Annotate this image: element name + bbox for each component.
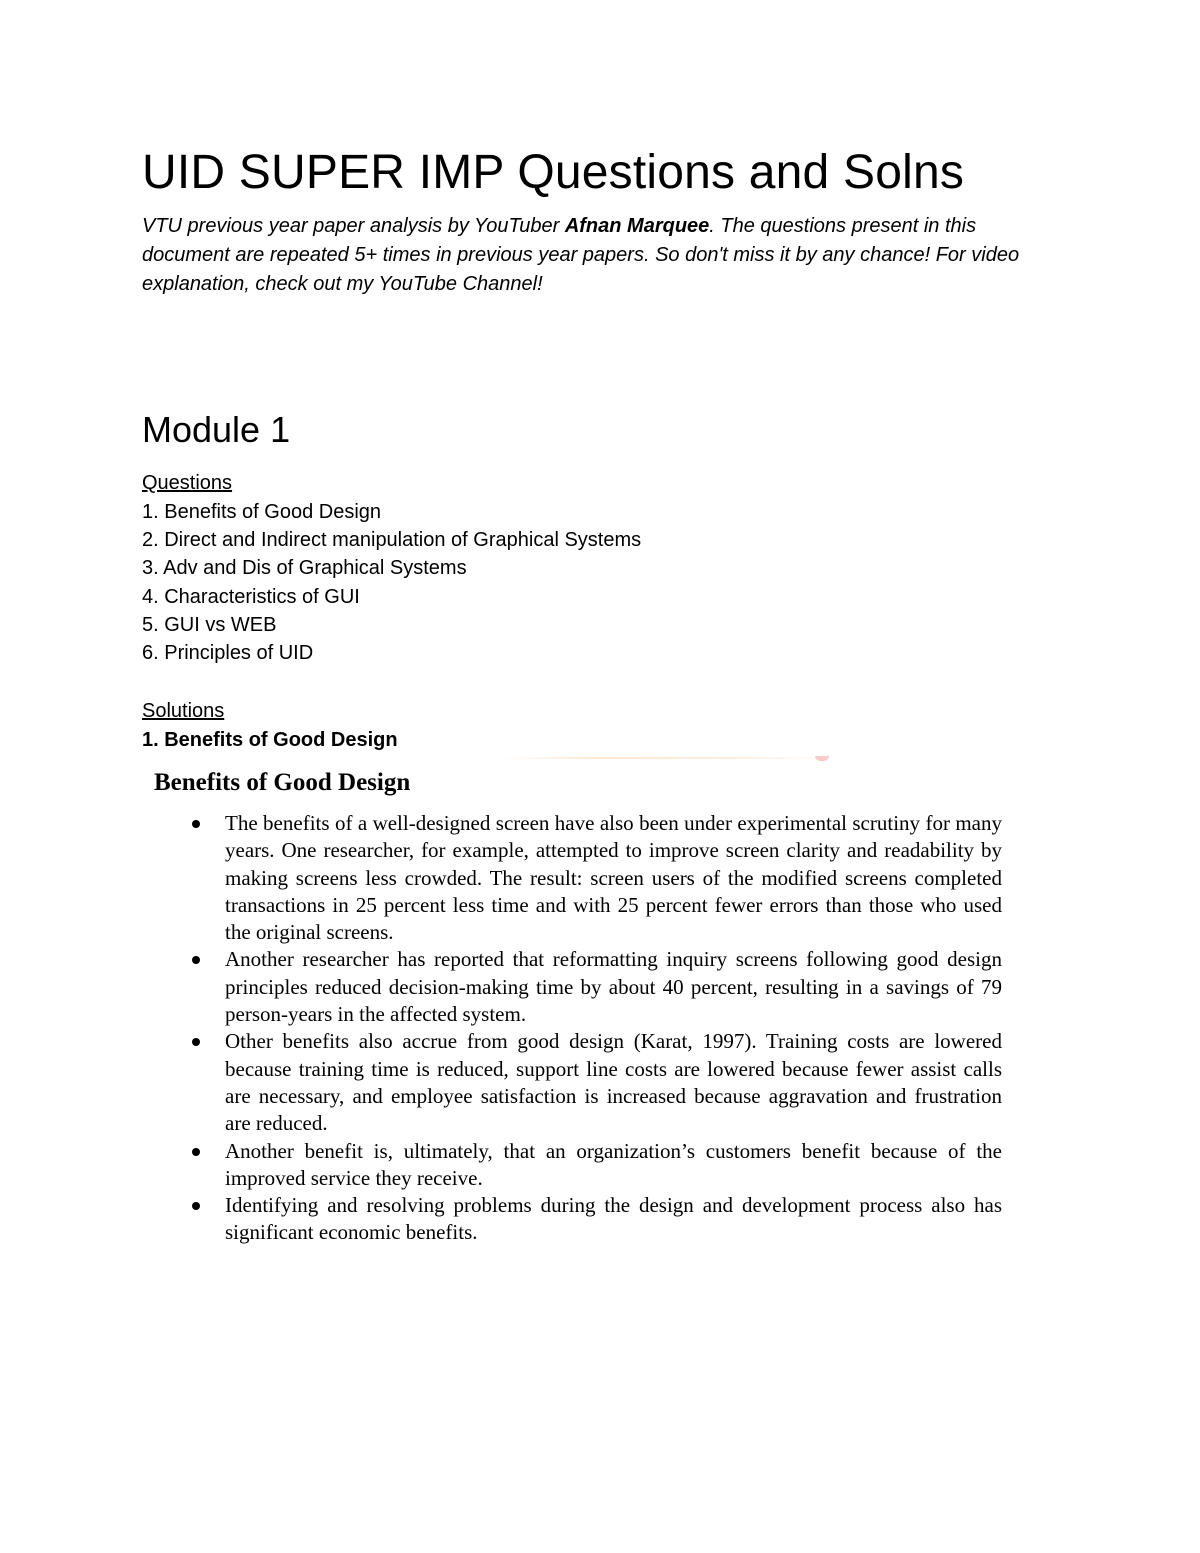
benefit-bullet bbox=[150, 1138, 1002, 1193]
bullet-text: Another benefit is, ultimately, that an organization’s customers benefit because of the improved service they receive. bbox=[225, 1138, 1002, 1190]
question-item: 4. Characteristics of GUI bbox=[142, 585, 360, 608]
intro-paragraph bbox=[142, 212, 1057, 299]
bullet-text: Another researcher has reported that reformatting inquiry screens following good design principles reduced decision-making time by about 40 percent, resulting in a savings of 79 person-years in the affected system. bbox=[225, 947, 1002, 1027]
intro-prefix: VTU previous year paper analysis by YouTuber bbox=[142, 215, 565, 237]
excerpt-title: Benefits of Good Design bbox=[154, 769, 411, 796]
question-item: 1. Benefits of Good Design bbox=[142, 501, 382, 523]
page-title: UID SUPER IMP Questions and Solns bbox=[142, 146, 965, 199]
intro-suffix: . The questions present in this document are repeated 5+ times in previous year papers. So don't miss it by any chance! For video explanation, check out my YouTube Channel! bbox=[142, 215, 1020, 295]
questions-list bbox=[142, 498, 641, 667]
bullet-dot-icon bbox=[192, 1202, 200, 1210]
bullet-text: Identifying and resolving problems during the design and development process also has significant economic benefits. bbox=[225, 1193, 1002, 1245]
question-item: 5. GUI vs WEB bbox=[142, 613, 277, 636]
question-item: 3. Adv and Dis of Graphical Systems bbox=[142, 557, 467, 580]
bullet-dot-icon bbox=[192, 956, 200, 964]
benefit-bullet bbox=[150, 946, 1002, 1028]
bullet-text: Other benefits also accrue from good design (Karat, 1997). Training costs are lowered because training time is reduced, support line costs are lowered because fewer assist calls are necessary, and employee satisfaction is increased because aggravation and frustration are reduced. bbox=[225, 1029, 1002, 1136]
benefit-bullet bbox=[150, 810, 1002, 946]
question-item: 6. Principles of UID bbox=[142, 642, 314, 665]
benefits-list bbox=[150, 810, 1002, 1247]
scan-artifact-mark bbox=[815, 756, 829, 761]
bullet-dot-icon bbox=[192, 1148, 200, 1156]
question-item: 2. Direct and Indirect manipulation of Graphical Systems bbox=[142, 529, 642, 552]
scan-artifact-strip bbox=[500, 757, 830, 759]
scanned-excerpt bbox=[150, 750, 1020, 1260]
questions-label: Questions bbox=[142, 472, 233, 494]
solution-heading: 1. Benefits of Good Design bbox=[142, 729, 398, 751]
bullet-text: The benefits of a well-designed screen have also been under experimental scrutiny for many years. One researcher, for example, attempted to improve screen clarity and readability by making screens less crowded. The result: screen users of the modified screens completed transactions in 25 percent less time and with 25 percent fewer errors than those who used the original screens. bbox=[225, 811, 1002, 945]
module-heading: Module 1 bbox=[142, 409, 291, 450]
benefit-bullet bbox=[150, 1192, 1002, 1247]
benefit-bullet bbox=[150, 1028, 1002, 1137]
bullet-dot-icon bbox=[192, 1038, 200, 1046]
author-name: Afnan Marquee bbox=[564, 215, 710, 237]
solutions-label: Solutions bbox=[142, 700, 225, 722]
bullet-dot-icon bbox=[192, 820, 200, 828]
